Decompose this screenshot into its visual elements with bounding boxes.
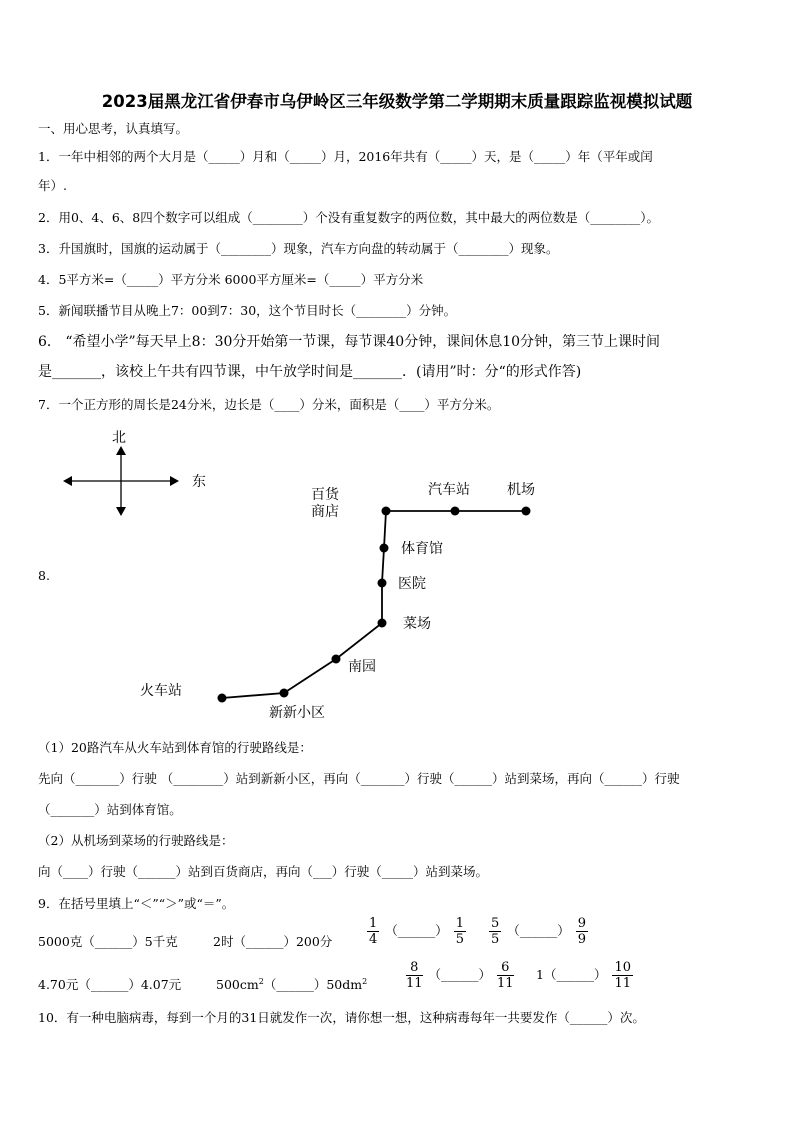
stop-department-store (382, 507, 391, 516)
question-8-number: 8. (38, 568, 50, 583)
arrow-left-icon (63, 476, 72, 486)
question-8-1-title: （1）20路汽车从火车站到体育馆的行驶路线是： (38, 740, 312, 755)
route-map (0, 420, 794, 730)
label-vegetable-market: 菜场 (403, 616, 431, 632)
question-10: 10．有一种电脑病毒，每到一个月的31日就发作一次，请你想一想，这种病毒每年一共要发作（______）次。 (38, 1010, 645, 1025)
question-6-line-2: 是_______，该校上午共有四节课，中午放学时间是_______．(请用”时：分“的形式作答) (38, 364, 582, 380)
arrow-down-icon (116, 507, 126, 516)
question-8-1-line-2: （_______）站到体育馆。 (38, 802, 182, 817)
fraction: $\frac{8}{11}$ (406, 960, 423, 991)
label-south-garden: 南园 (348, 659, 376, 675)
arrow-right-icon (170, 476, 179, 486)
stop-hospital (378, 579, 387, 588)
fraction: $\frac{6}{11}$ (497, 960, 514, 991)
label-hospital: 医院 (398, 576, 426, 592)
question-4: 4．5平方米=（_____）平方分米 6000平方厘米=（_____）平方分米 (38, 272, 424, 287)
stop-vegetable-market (378, 619, 387, 628)
question-5: 5．新闻联播节目从晚上7：00到7：30，这个节目时长（________）分钟。 (38, 303, 457, 318)
question-8-1-line-1: 先向（_______）行驶 （________）站到新新小区，再向（_______）行驶（______）站到菜场，再向（______）行驶 (38, 771, 680, 786)
question-3: 3．升国旗时，国旗的运动属于（________）现象，汽车方向盘的转动属于（________）现象。 (38, 241, 559, 256)
question-8-2-title: （2）从机场到菜场的行驶路线是： (38, 833, 234, 848)
fraction: $\frac{1}{5}$ (455, 916, 465, 947)
fraction: $\frac{9}{9}$ (577, 916, 587, 947)
section-heading: 一、用心思考，认真填写。 (38, 121, 189, 136)
page-title: 2023届黑龙江省伊春市乌伊岭区三年级数学第二学期期末质量跟踪监视模拟试题 (101, 92, 693, 111)
question-7: 7．一个正方形的周长是24分米，边长是（____）分米，面积是（____）平方分米。 (38, 397, 500, 412)
label-department-store-2: 商店 (311, 504, 339, 520)
fraction: $\frac{10}{11}$ (614, 960, 631, 991)
compare-1d: $\frac{5}{5}$ （______） $\frac{9}{9}$ (491, 916, 587, 947)
label-xinxin-district: 新新小区 (269, 705, 325, 721)
stop-xinxin-district (280, 689, 289, 698)
question-6-line-1: 6． “希望小学”每天早上8：30分开始第一节课，每节课40分钟，课间休息10分钟，第三节上课时间 (38, 334, 661, 350)
label-bus-station: 汽车站 (428, 482, 470, 498)
compare-1b: 2时（______）200分 (213, 934, 333, 949)
question-1-line-2: 年）. (38, 178, 67, 193)
stop-train-station (218, 694, 227, 703)
label-stadium: 体育馆 (401, 541, 443, 557)
fraction: $\frac{1}{4}$ (369, 916, 378, 947)
compare-1c: $\frac{1}{4}$ （______） $\frac{1}{5}$ (369, 916, 465, 947)
fraction: $\frac{5}{5}$ (491, 916, 500, 947)
label-train-station: 火车站 (140, 683, 182, 699)
compare-2a: 4.70元（______）4.07元 (38, 977, 182, 992)
compare-2d: 1（______） $\frac{10}{11}$ (536, 960, 631, 991)
arrow-up-icon (116, 446, 126, 455)
label-airport: 机场 (507, 482, 535, 498)
stop-stadium (380, 544, 389, 553)
compare-1a: 5000克（______）5千克 (38, 934, 178, 949)
question-8-2: 向（____）行驶（______）站到百货商店，再向（___）行驶（_____）站到菜场。 (38, 864, 489, 879)
east-label: 东 (192, 474, 206, 490)
stop-south-garden (332, 655, 341, 664)
stop-bus-station (451, 507, 460, 516)
compare-2b: $500cm^2(\_\_\_\_\_\_)50dm^2$ (216, 976, 368, 992)
north-label: 北 (112, 430, 126, 446)
question-2: 2．用0、4、6、8四个数字可以组成（________）个没有重复数字的两位数，其中最大的两位数是（________）。 (38, 210, 660, 225)
question-1-line-1: 1．一年中相邻的两个大月是（_____）月和（_____）月，2016年共有（_____）天，是（_____）年（平年或闰 (38, 149, 653, 164)
stop-airport (522, 507, 531, 516)
question-9: 9．在括号里填上“＜”“＞”或“＝”。 (38, 896, 235, 911)
compare-2c: $\frac{8}{11}$ （______） $\frac{6}{11}$ (406, 960, 514, 991)
label-department-store-1: 百货 (311, 487, 339, 503)
